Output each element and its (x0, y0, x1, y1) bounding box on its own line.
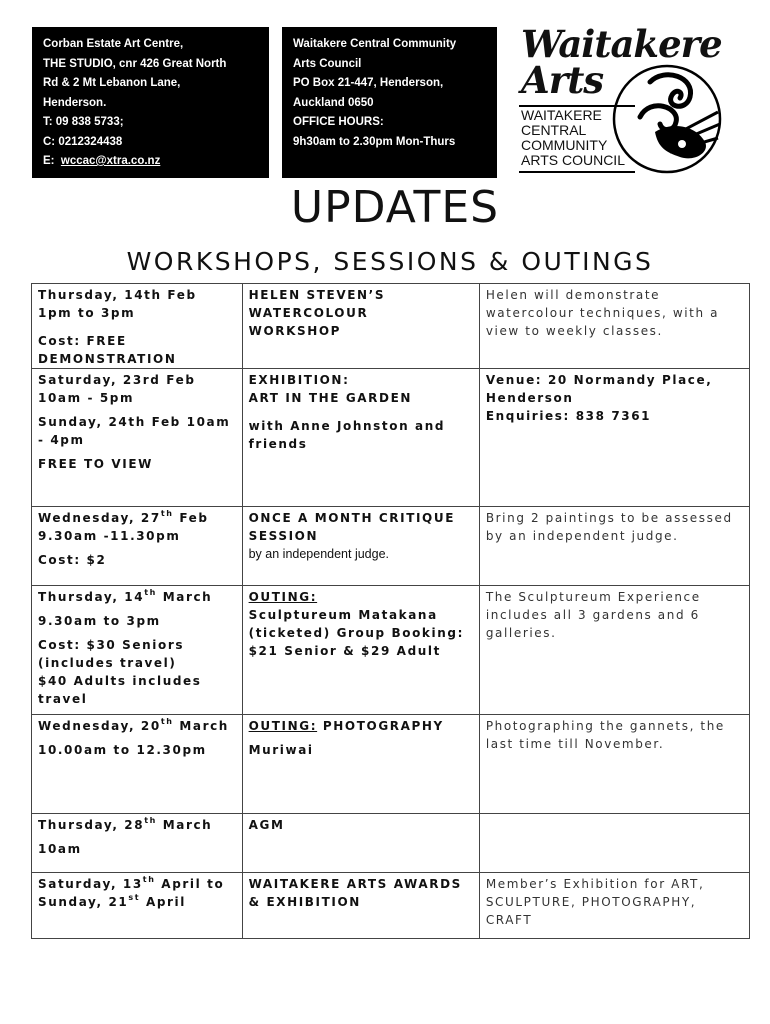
table-row (32, 814, 750, 873)
time-text: 10am - 5pm (38, 391, 135, 405)
details-text: Helen will demonstrate watercolour techniques, with a view to weekly classes. (485, 288, 720, 338)
logo-sub-line: ARTS COUNCIL (521, 152, 625, 168)
cost-text: $40 Adults includes (38, 674, 202, 688)
event-text: AGM (248, 818, 285, 832)
event-text: WATERCOLOUR (248, 306, 369, 320)
time-text: 10.00am to 12.30pm (38, 743, 207, 757)
waitakere-arts-logo (515, 24, 730, 180)
cost-text: Cost: $30 Seniors (38, 638, 185, 652)
date-text: Wednesday, 27th Feb (38, 509, 209, 525)
event-label: OUTING: (248, 590, 318, 604)
time-text: - 4pm (38, 433, 85, 447)
details-cell (479, 507, 749, 586)
details-cell (479, 814, 749, 873)
table-row (32, 715, 750, 814)
date-cell (32, 873, 243, 939)
event-text: WORKSHOP (248, 324, 342, 338)
table-row (32, 873, 750, 939)
event-cell (242, 814, 479, 873)
event-text: ONCE A MONTH CRITIQUE (248, 511, 455, 525)
event-place: Muriwai (248, 743, 314, 757)
event-text: ART IN THE GARDEN (248, 391, 413, 405)
event-text: & EXHIBITION (248, 895, 361, 909)
council-line: Arts Council (293, 57, 362, 70)
event-text: OUTING: PHOTOGRAPHY (248, 719, 444, 733)
date-text: Wednesday, 20th March (38, 717, 229, 733)
council-line: Waitakere Central Community (293, 38, 457, 50)
date-cell (32, 284, 243, 369)
date-text: Sunday, 21st April (38, 893, 186, 909)
time-text: 1pm to 3pm (38, 306, 136, 320)
event-text: SESSION (248, 529, 319, 543)
email-link[interactable]: wccac@xtra.co.nz (60, 155, 161, 167)
date-text: Thursday, 14th Feb (38, 288, 197, 302)
date-text: Thursday, 14th March (38, 588, 213, 604)
event-cell (242, 369, 479, 507)
event-text: WAITAKERE ARTS AWARDS (248, 877, 462, 891)
logo-word-arts: Arts (521, 58, 604, 102)
details-cell (479, 284, 749, 369)
table-row (32, 369, 750, 507)
logo-sub-line: CENTRAL (521, 122, 587, 138)
schedule-table (31, 283, 750, 939)
studio-line: THE STUDIO, cnr 426 Great North (43, 57, 227, 70)
time-text: 9.30am to 3pm (38, 614, 161, 628)
event-text: with Anne Johnston and friends (248, 419, 446, 451)
event-text: HELEN STEVEN’S (248, 288, 386, 302)
logo-sub-line: WAITAKERE (521, 107, 602, 123)
event-text: EXHIBITION: (248, 373, 350, 387)
table-row (32, 284, 750, 369)
page-title: UPDATES (290, 182, 500, 233)
details-text: Henderson (485, 391, 574, 405)
studio-line: T: 09 838 5733; (43, 116, 124, 128)
details-text: Enquiries: 838 7361 (485, 409, 652, 423)
council-line: 9h30am to 2.30pm Mon-Thurs (293, 135, 456, 148)
event-cell (242, 873, 479, 939)
cost-text: Cost: $2 (38, 553, 107, 567)
council-line: PO Box 21-447, Henderson, (293, 77, 444, 89)
cost-text: DEMONSTRATION (38, 352, 177, 366)
studio-email-line (43, 152, 259, 172)
event-cell (242, 507, 479, 586)
details-text: Bring 2 paintings to be assessed by an independent judge. (485, 511, 733, 543)
date-cell (32, 814, 243, 873)
event-cell (242, 284, 479, 369)
council-contact-box (282, 27, 497, 178)
council-line: OFFICE HOURS: (293, 116, 384, 128)
event-note: by an independent judge. (248, 547, 390, 561)
date-text: Saturday, 13th April to (38, 875, 225, 891)
details-text: Venue: 20 Normandy Place, (485, 373, 713, 387)
table-row (32, 507, 750, 586)
time-text: 9.30am -11.30pm (38, 529, 181, 543)
table-row (32, 586, 750, 715)
date-cell (32, 507, 243, 586)
details-cell (479, 715, 749, 814)
event-cell (242, 715, 479, 814)
details-cell (479, 369, 749, 507)
date-text: Thursday, 28th March (38, 816, 213, 832)
studio-line: Henderson. (43, 96, 107, 109)
studio-line: C: 0212324438 (43, 135, 123, 148)
date-text: Saturday, 23rd Feb (38, 373, 196, 387)
event-text: Sculptureum Matakana (ticketed) Group Booking: $21 Senior & $29 Adult (248, 608, 464, 658)
free-text: FREE TO VIEW (38, 457, 153, 471)
studio-contact-box (32, 27, 269, 178)
details-cell (479, 873, 749, 939)
details-text: The Sculptureum Experience includes all 3 gardens and 6 galleries. (485, 590, 701, 640)
details-text: Member’s Exhibition for ART, SCULPTURE, PHOTOGRAPHY, CRAFT (485, 877, 705, 927)
cost-text: (includes travel) (38, 656, 177, 670)
logo-word-waitakere: Waitakere (521, 22, 722, 66)
studio-line: Corban Estate Art Centre, (43, 38, 184, 50)
page-subtitle: WORKSHOPS, SESSIONS & OUTINGS (126, 247, 654, 276)
palette-brush-icon (610, 62, 725, 177)
cost-text: Cost: FREE (38, 334, 127, 348)
council-line: Auckland 0650 (293, 96, 374, 109)
date-cell (32, 369, 243, 507)
studio-line: Rd & 2 Mt Lebanon Lane, (43, 77, 181, 89)
details-text: Photographing the gannets, the last time till November. (485, 719, 725, 751)
date-cell (32, 586, 243, 715)
event-cell (242, 586, 479, 715)
date-text: Sunday, 24th Feb 10am (38, 415, 231, 429)
email-label: E: (43, 155, 55, 167)
date-cell (32, 715, 243, 814)
logo-sub-line: COMMUNITY (521, 137, 608, 153)
cost-text: travel (38, 692, 88, 706)
time-text: 10am (38, 842, 82, 856)
details-cell (479, 586, 749, 715)
